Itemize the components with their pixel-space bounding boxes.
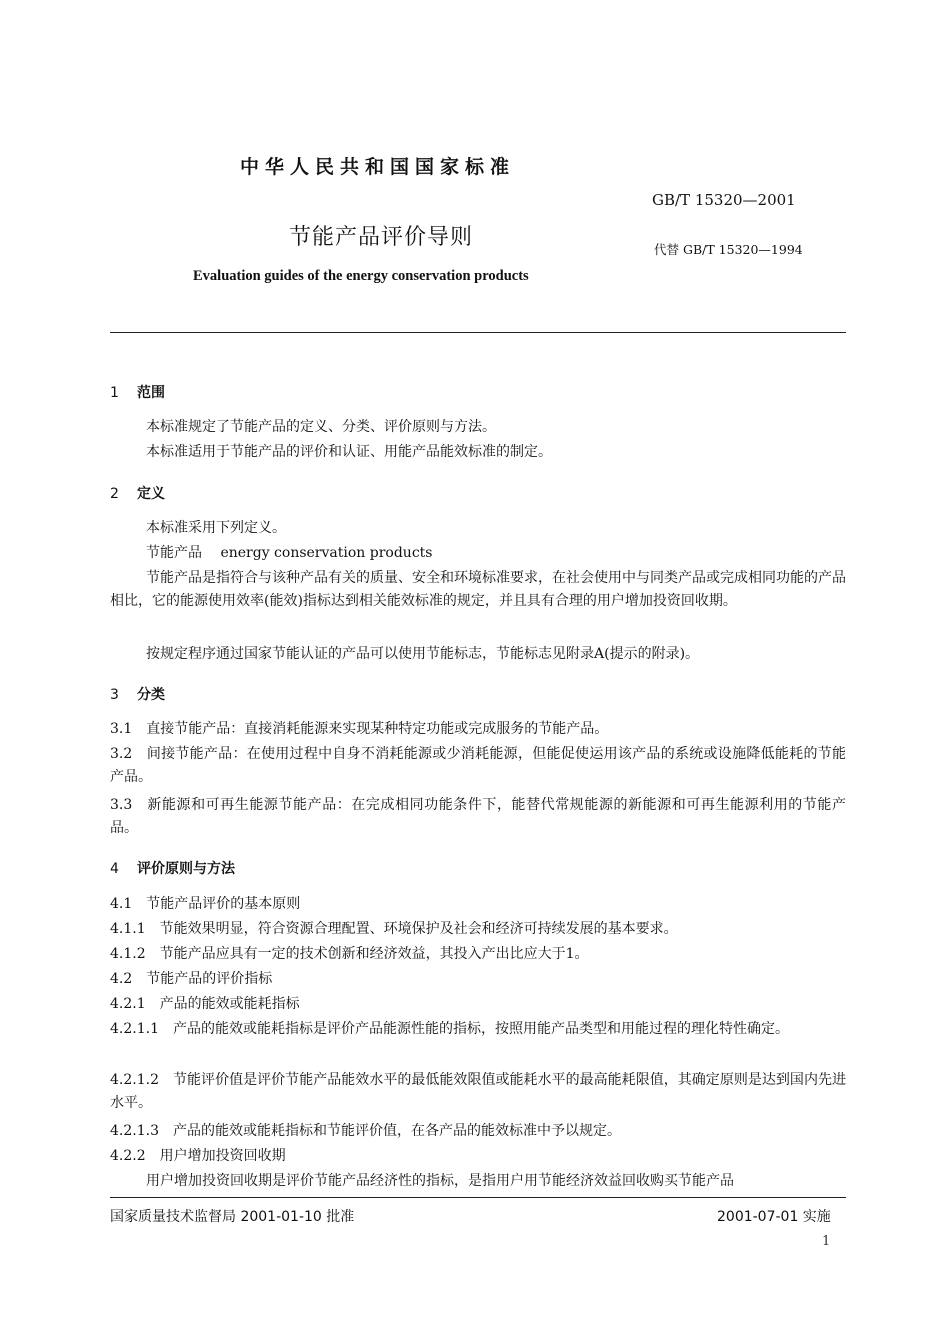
national-standard-heading: 中华人民共和国国家标准 — [240, 156, 516, 178]
clause-4-1-2: 4.1.2 节能产品应具有一定的技术创新和经济效益，其投入产出比应大于1。 — [110, 946, 589, 962]
issue-date: 国家质量技术监督局 2001-01-10 批准 — [110, 1209, 355, 1225]
footer-divider — [110, 1197, 846, 1198]
paragraph: 本标准采用下列定义。 — [146, 520, 286, 536]
effective-date: 2001-07-01 实施 — [717, 1209, 831, 1225]
clause-4-1-1: 4.1.1 节能效果明显，符合资源合理配置、环境保护及社会和经济可持续发展的基本要求。 — [110, 921, 678, 937]
section-title: 定义 — [137, 486, 165, 502]
paragraph: 本标准规定了节能产品的定义、分类、评价原则与方法。 — [146, 419, 496, 435]
section-3-heading — [110, 684, 165, 704]
clause-3-2: 3.2 间接节能产品：在使用过程中自身不消耗能源或少消耗能源，但能促使运用该产品的系统或设施降低能耗的节能产品。 — [110, 746, 846, 785]
english-title: Evaluation guides of the energy conservation products — [193, 268, 529, 284]
section-number: 2 — [110, 486, 119, 502]
term-definition: 节能产品 energy conservation products — [146, 545, 433, 561]
section-4-heading — [110, 858, 235, 878]
paragraph: 用户增加投资回收期是评价节能产品经济性的指标，是指用户用节能经济效益回收购买节能产品 — [146, 1173, 734, 1189]
section-number: 1 — [110, 385, 119, 401]
section-1-heading — [110, 382, 165, 402]
clause-4-2-2: 4.2.2 用户增加投资回收期 — [110, 1148, 286, 1164]
page-number: 1 — [822, 1234, 831, 1249]
section-title: 分类 — [137, 687, 165, 703]
section-number: 4 — [110, 861, 119, 877]
replaces-note: 代替 GB/T 15320—1994 — [654, 242, 803, 257]
section-title: 评价原则与方法 — [137, 861, 235, 877]
paragraph: 按规定程序通过国家节能认证的产品可以使用节能标志，节能标志见附录A(提示的附录)。 — [146, 646, 700, 662]
clause-3-1: 3.1 直接节能产品：直接消耗能源来实现某种特定功能或完成服务的节能产品。 — [110, 721, 609, 737]
clause-4-2-1-2: 4.2.1.2 节能评价值是评价节能产品能效水平的最低能效限值或能耗水平的最高能耗限值，其确定原则是达到国内先进水平。 — [110, 1072, 846, 1111]
clause-3-3: 3.3 新能源和可再生能源节能产品：在完成相同功能条件下，能替代常规能源的新能源和可再生能源利用的节能产品。 — [110, 797, 846, 836]
clause-4-2-1: 4.2.1 产品的能效或能耗指标 — [110, 996, 300, 1012]
clause-4-2-1-3: 4.2.1.3 产品的能效或能耗指标和节能评价值，在各产品的能效标准中予以规定。 — [110, 1123, 621, 1139]
clause-4-1: 4.1 节能产品评价的基本原则 — [110, 896, 301, 912]
clause-4-2-1-1: 4.2.1.1 产品的能效或能耗指标是评价产品能源性能的指标，按照用能产品类型和用能过程的理化特性确定。 — [110, 1021, 789, 1037]
section-title: 范围 — [137, 385, 165, 401]
paragraph: 节能产品是指符合与该种产品有关的质量、安全和环境标准要求，在社会使用中与同类产品或完成相同功能的产品相比，它的能源使用效率(能效)指标达到相关能效标准的规定，并且具有合理的用户增加投资回收期。 — [110, 570, 846, 609]
clause-4-2: 4.2 节能产品的评价指标 — [110, 971, 273, 987]
paragraph: 本标准适用于节能产品的评价和认证、用能产品能效标准的制定。 — [146, 444, 552, 460]
section-number: 3 — [110, 687, 119, 703]
section-2-heading — [110, 483, 165, 503]
standard-code: GB/T 15320—2001 — [652, 191, 796, 209]
header-divider — [110, 332, 846, 333]
document-title: 节能产品评价导则 — [289, 225, 474, 250]
